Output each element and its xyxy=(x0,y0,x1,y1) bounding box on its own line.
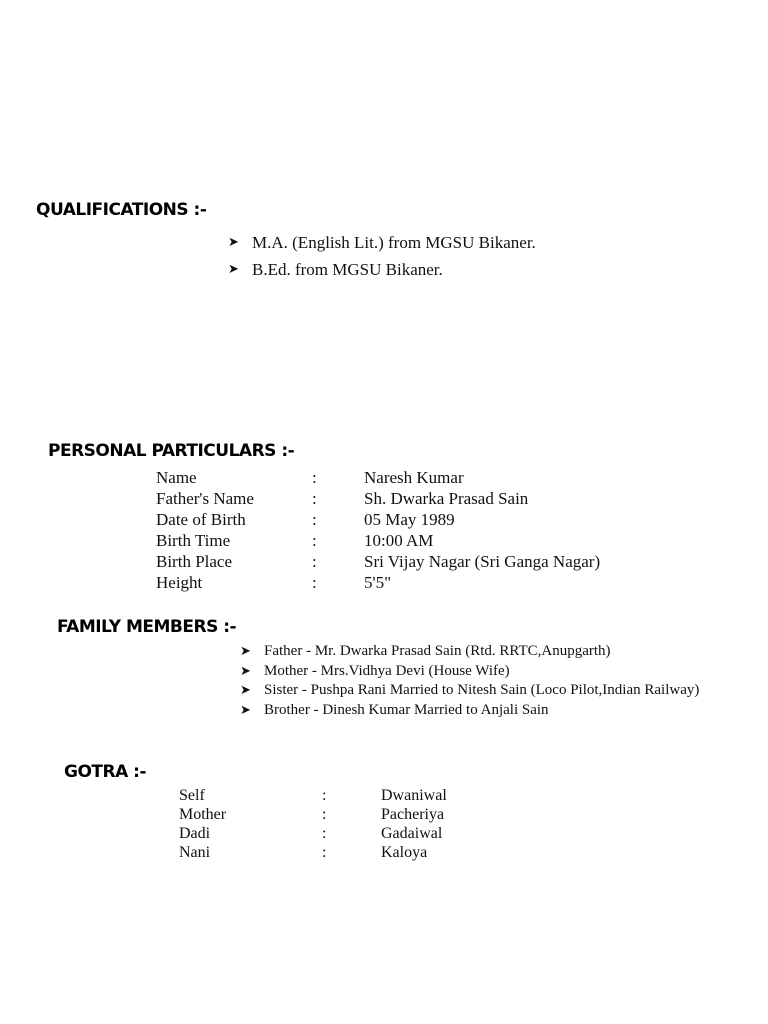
field-separator: : xyxy=(312,510,317,529)
field-value: Naresh Kumar xyxy=(364,468,464,487)
field-value: Pacheriya xyxy=(381,806,445,823)
field-value: Kaloya xyxy=(381,844,428,861)
family-member-text: Brother - Dinesh Kumar Married to Anjali Sain xyxy=(264,701,549,718)
field-value: Dwaniwal xyxy=(381,787,447,804)
field-value: Sri Vijay Nagar (Sri Ganga Nagar) xyxy=(364,552,601,571)
field-separator: : xyxy=(322,825,327,842)
arrowhead-icon: ➤ xyxy=(228,235,239,250)
family-member-text: Mother - Mrs.Vidhya Devi (House Wife) xyxy=(264,662,510,679)
field-label: Nani xyxy=(179,844,211,861)
list-item xyxy=(240,642,730,662)
arrowhead-icon: ➤ xyxy=(240,663,251,679)
list-item xyxy=(240,662,730,682)
field-label: Self xyxy=(179,787,205,804)
field-separator: : xyxy=(322,844,327,861)
qualification-text: M.A. (English Lit.) from MGSU Bikaner. xyxy=(252,233,536,252)
field-separator: : xyxy=(312,552,317,571)
field-label: Date of Birth xyxy=(156,510,246,529)
family-member-text: Sister - Pushpa Rani Married to Nitesh Sain (Loco Pilot,Indian Railway) xyxy=(264,682,700,698)
list-item xyxy=(240,681,730,701)
field-value: Gadaiwal xyxy=(381,825,443,842)
field-value: Sh. Dwarka Prasad Sain xyxy=(364,489,529,508)
field-label: Height xyxy=(156,573,203,592)
list-item xyxy=(240,701,730,721)
field-label: Mother xyxy=(179,806,227,823)
field-separator: : xyxy=(312,573,317,592)
family-members-list xyxy=(240,642,730,720)
field-separator: : xyxy=(312,489,317,508)
field-label: Dadi xyxy=(179,825,211,842)
field-separator: : xyxy=(322,806,327,823)
list-item xyxy=(228,229,536,256)
field-label: Birth Time xyxy=(156,531,231,550)
arrowhead-icon: ➤ xyxy=(240,683,251,698)
field-separator: : xyxy=(312,531,317,550)
arrowhead-icon: ➤ xyxy=(228,262,239,277)
field-label: Birth Place xyxy=(156,552,233,571)
field-label: Father's Name xyxy=(156,489,254,508)
arrowhead-icon: ➤ xyxy=(240,702,251,718)
qualification-text: B.Ed. from MGSU Bikaner. xyxy=(252,260,443,279)
personal-particulars-heading: PERSONAL PARTICULARS :- xyxy=(48,441,295,461)
field-value: 05 May 1989 xyxy=(364,510,455,529)
list-item xyxy=(228,256,536,283)
field-separator: : xyxy=(322,787,327,804)
field-label: Name xyxy=(156,468,197,487)
arrowhead-icon: ➤ xyxy=(240,644,251,659)
qualifications-list xyxy=(228,229,536,283)
family-member-text: Father - Mr. Dwarka Prasad Sain (Rtd. RRTC,Anupgarth) xyxy=(264,643,611,659)
qualifications-heading: QUALIFICATIONS :- xyxy=(36,200,207,220)
family-members-heading: FAMILY MEMBERS :- xyxy=(57,617,237,637)
field-separator: : xyxy=(312,468,317,487)
field-value: 10:00 AM xyxy=(364,531,434,550)
field-value: 5'5" xyxy=(364,573,392,592)
gotra-heading: GOTRA :- xyxy=(64,762,147,782)
